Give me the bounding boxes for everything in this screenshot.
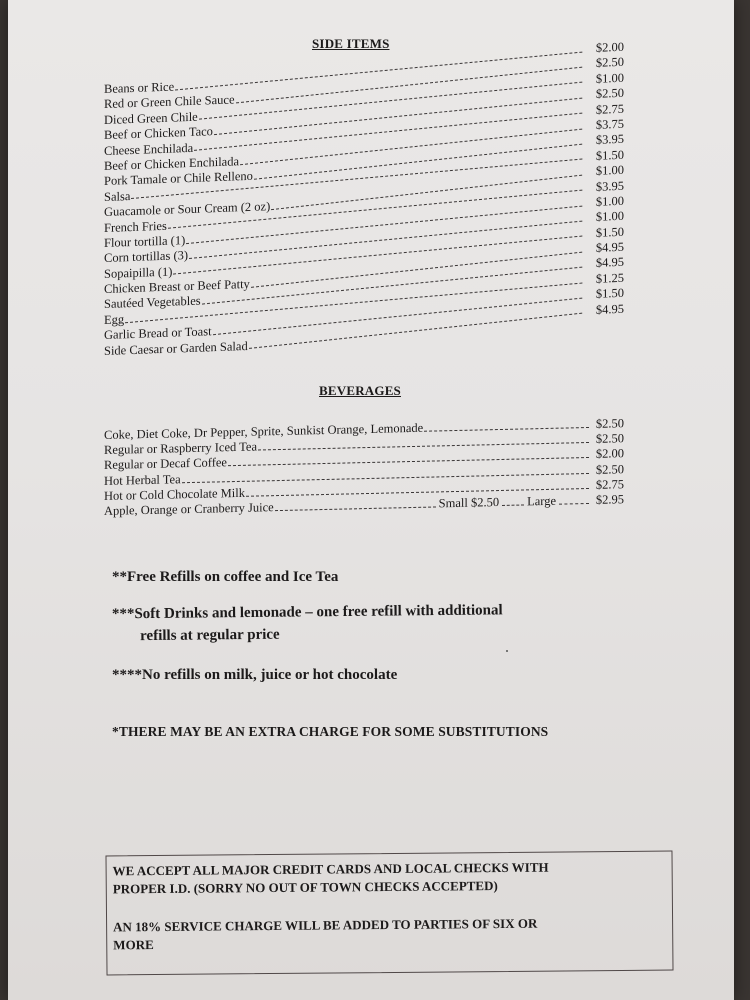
item-name: Egg	[104, 312, 125, 327]
price: $2.00	[595, 39, 624, 55]
price: $4.95	[595, 239, 624, 255]
item-name: Beans or Rice	[104, 79, 175, 96]
service-line: MORE	[113, 937, 154, 953]
payment-line: WE ACCEPT ALL MAJOR CREDIT CARDS AND LOCAL CHECKS WITH	[112, 859, 549, 879]
price: $1.50	[595, 286, 624, 302]
service-charge-policy	[113, 914, 663, 955]
price: $1.00	[595, 162, 624, 178]
item-name: Cheese Enchilada	[104, 140, 194, 158]
beverage-name: Hot or Cold Chocolate Milk	[104, 485, 245, 503]
free-refills-note: **Free Refills on coffee and Ice Tea	[112, 569, 339, 585]
side-items-prices	[596, 40, 624, 318]
beverage-name: Regular or Raspberry Iced Tea	[104, 439, 257, 458]
item-name: Sopaipilla (1)	[104, 264, 173, 281]
item-name: Guacamole or Sour Cream (2 oz)	[104, 199, 271, 220]
soft-drinks-note	[112, 599, 572, 648]
item-name: Sautéed Vegetables	[104, 294, 201, 312]
no-refills-note: ****No refills on milk, juice or hot chocolate	[112, 667, 398, 683]
large-size-label: Large	[527, 493, 556, 509]
item-name: Garlic Bread or Toast	[104, 324, 212, 343]
leader-dashes	[275, 506, 436, 511]
leader-dashes	[424, 427, 589, 432]
payment-line: PROPER I.D. (SORRY NO OUT OF TOWN CHECKS ACCEPTED)	[112, 878, 498, 897]
leader-dashes	[502, 504, 524, 505]
price: $3.75	[595, 116, 624, 132]
beverage-price: $2.95	[595, 492, 624, 507]
item-name: Flour tortilla (1)	[104, 233, 186, 250]
beverages-heading: BEVERAGES	[319, 383, 401, 398]
menu-page	[8, 0, 734, 1000]
soft-drinks-note-line1: ***Soft Drinks and lemonade – one free refill with additional	[111, 602, 503, 623]
item-name: Corn tortillas (3)	[104, 248, 189, 266]
price: $4.95	[595, 255, 624, 271]
beverage-price: $2.50	[595, 416, 624, 431]
beverage-price: $2.50	[595, 431, 624, 447]
price: $1.00	[595, 209, 624, 225]
leader-dashes	[240, 128, 582, 165]
price: $3.95	[595, 132, 624, 148]
item-name: French Fries	[104, 218, 167, 235]
price: $1.00	[595, 70, 624, 86]
price: $4.95	[595, 301, 624, 317]
price: $1.50	[595, 147, 624, 163]
beverage-price: $2.00	[595, 446, 624, 462]
price: $3.95	[595, 178, 624, 194]
item-name: Beef or Chicken Enchilada	[104, 154, 240, 173]
price: $1.50	[595, 224, 624, 240]
beverage-name: Hot Herbal Tea	[104, 471, 181, 488]
price: $2.50	[595, 55, 624, 71]
item-name: Side Caesar or Garden Salad	[104, 338, 248, 358]
payment-policy	[113, 858, 663, 899]
speck	[506, 650, 508, 652]
leader-dashes	[249, 313, 583, 349]
beverage-name: Apple, Orange or Cranberry Juice	[104, 500, 274, 518]
beverage-price: $2.50	[595, 461, 624, 477]
small-size-price: Small $2.50	[438, 494, 500, 511]
item-name: Salsa	[104, 188, 131, 204]
item-name: Diced Green Chile	[104, 109, 198, 127]
item-name: Pork Tamale or Chile Relleno	[104, 169, 253, 189]
leader-dashes	[559, 503, 589, 505]
item-name: Beef or Chicken Taco	[104, 124, 213, 143]
substitutions-note: *THERE MAY BE AN EXTRA CHARGE FOR SOME SUBSTITUTIONS	[112, 724, 549, 739]
price: $1.25	[595, 270, 624, 286]
side-items-names	[104, 76, 270, 359]
price: $2.75	[595, 101, 624, 117]
beverage-name: Regular or Decaf Coffee	[104, 455, 227, 473]
item-name: Chicken Breast or Beef Patty	[104, 276, 250, 297]
beverage-price: $2.75	[595, 476, 624, 492]
item-name: Red or Green Chile Sauce	[104, 92, 235, 112]
service-line: AN 18% SERVICE CHARGE WILL BE ADDED TO PARTIES OF SIX OR	[113, 915, 538, 935]
price: $2.50	[595, 86, 624, 101]
payment-info-box	[105, 851, 673, 976]
beverage-name: Coke, Diet Coke, Dr Pepper, Sprite, Sunkist Orange, Lemonade	[104, 420, 424, 442]
price: $1.00	[595, 193, 624, 209]
beverages-section	[104, 416, 624, 519]
leader-dashes	[254, 144, 582, 180]
side-items-heading: SIDE ITEMS	[312, 36, 390, 51]
soft-drinks-note-line2: refills at regular price	[140, 626, 280, 645]
